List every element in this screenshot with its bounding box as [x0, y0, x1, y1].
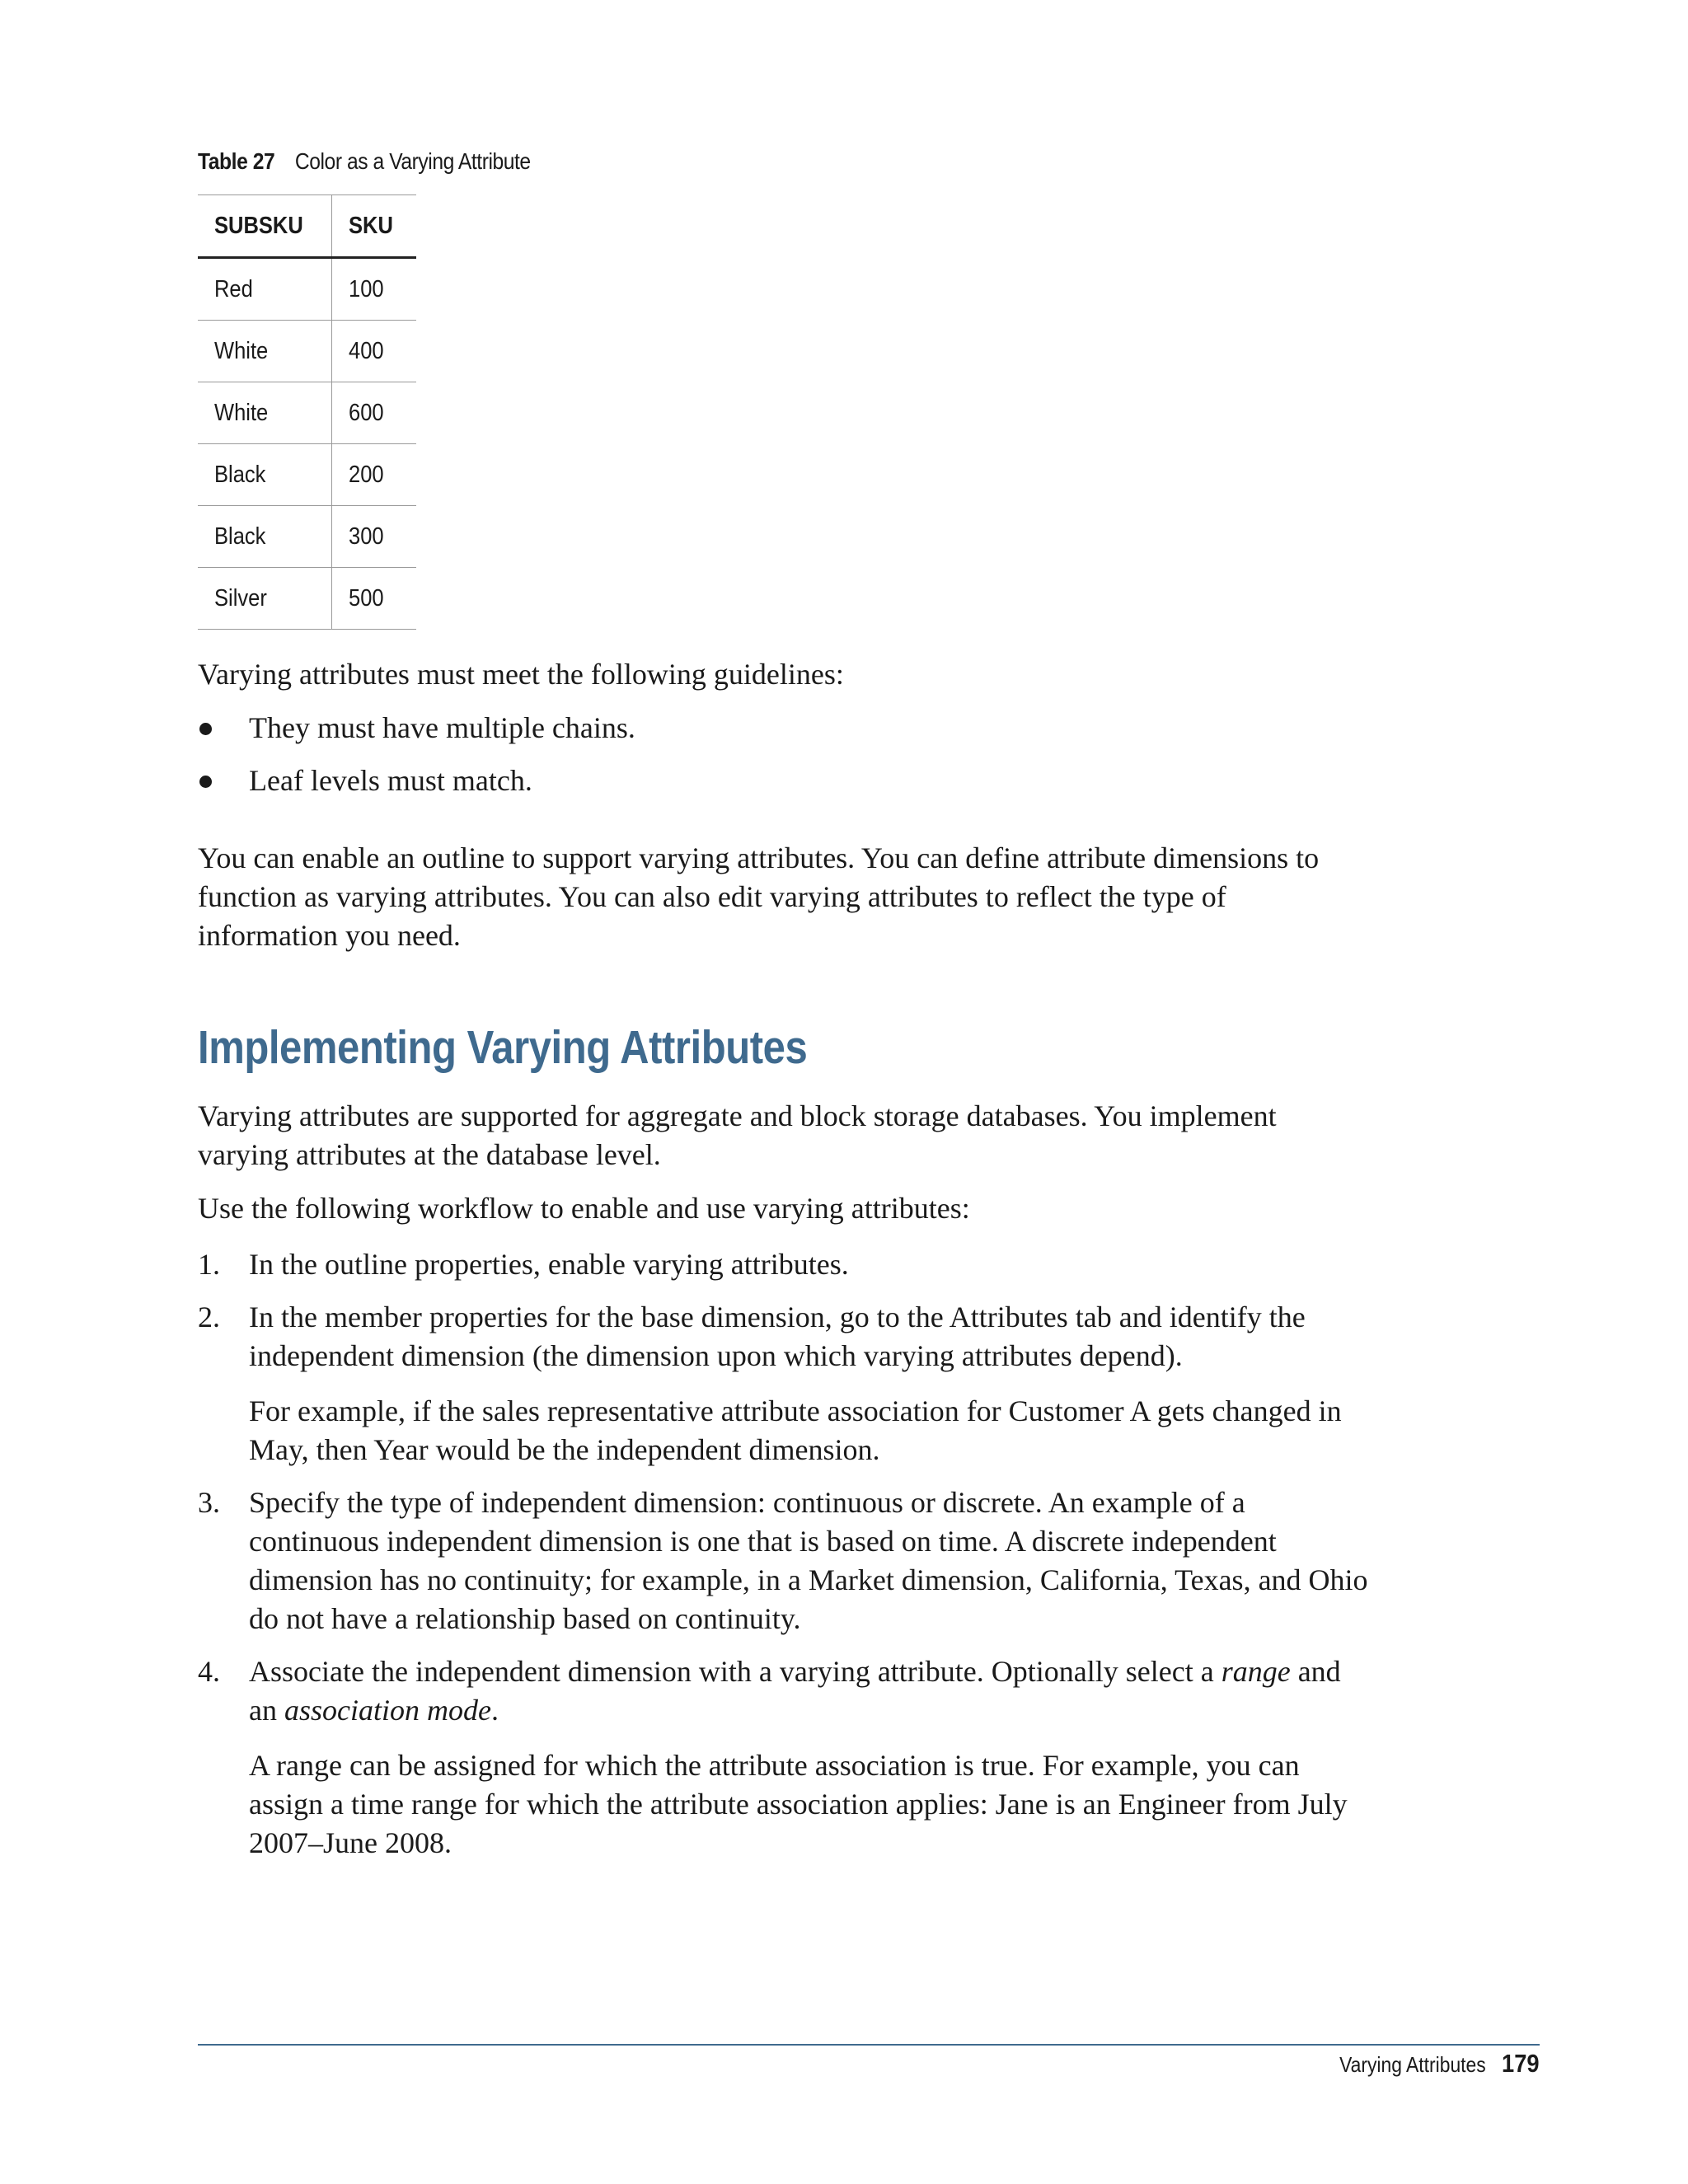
color-attribute-table: [198, 194, 416, 630]
table-caption-number: Table 27: [198, 148, 275, 174]
range-term: range: [1221, 1655, 1291, 1688]
workflow-intro: Use the following workflow to enable and use varying attributes:: [198, 1192, 970, 1225]
page-footer: [1339, 2049, 1540, 2079]
step-number: 4.: [198, 1655, 220, 1688]
table-row: [198, 258, 416, 321]
bullet-icon: [199, 776, 212, 788]
step-text: In the outline properties, enable varying attributes.: [249, 1248, 849, 1281]
column-header-subsku: SUBSKU: [198, 195, 332, 258]
table-caption: [198, 148, 531, 175]
table-cell-subsku: Black: [198, 506, 332, 568]
page-number: 179: [1502, 2049, 1540, 2078]
table-row: [198, 506, 416, 568]
table-cell-subsku: White: [198, 382, 332, 444]
table-row: [198, 321, 416, 382]
table-caption-title: Color as a Varying Attribute: [294, 148, 531, 174]
footer-section-title: Varying Attributes: [1339, 2052, 1487, 2077]
step-text: Specify the type of independent dimension: continuous or discrete. An example of a continuous independent dimension is one that is based on time. A discrete independent dimension has no continuity; for example, in a Market dimension, California, Texas, and Ohio do not have a relationship based on continuity.: [249, 1486, 1368, 1635]
table-row: [198, 444, 416, 506]
table-row: [198, 568, 416, 630]
table-cell-sku: 300: [332, 506, 416, 568]
table-cell-sku: 500: [332, 568, 416, 630]
table-row: [198, 382, 416, 444]
table-cell-sku: 200: [332, 444, 416, 506]
step-text: In the member properties for the base dimension, go to the Attributes tab and identify the independent dimension (the dimension upon which varying attributes depend).: [249, 1301, 1306, 1372]
footer-rule: [198, 2044, 1540, 2046]
support-paragraph: Varying attributes are supported for aggregate and block storage databases. You implement varying attributes at the database level.: [198, 1099, 1277, 1171]
section-heading: Implementing Varying Attributes: [198, 1021, 808, 1074]
guideline-text: Leaf levels must match.: [249, 764, 532, 797]
step-text: Associate the independent dimension with a varying attribute. Optionally select a range and an association mode.: [249, 1655, 1341, 1727]
table-header-row: [198, 195, 416, 258]
step-number: 3.: [198, 1486, 220, 1519]
guideline-text: They must have multiple chains.: [249, 711, 635, 744]
step4-example: A range can be assigned for which the attribute association is true. For example, you can assign a time range for which the attribute association applies: Jane is an Engineer from July 2007–June 2008.: [249, 1749, 1348, 1859]
outline-paragraph: You can enable an outline to support varying attributes. You can define attribute dimensions to function as varying attributes. You can also edit varying attributes to reflect the type of information you need.: [198, 841, 1320, 952]
table-cell-subsku: Red: [198, 258, 332, 321]
table-cell-sku: 400: [332, 321, 416, 382]
guidelines-intro: Varying attributes must meet the following guidelines:: [198, 658, 844, 691]
table-cell-subsku: White: [198, 321, 332, 382]
step2-example: For example, if the sales representative attribute association for Customer A gets changed in May, then Year would be the independent dimension.: [249, 1394, 1342, 1466]
table-cell-sku: 100: [332, 258, 416, 321]
association-mode-term: association mode: [284, 1694, 491, 1727]
table-cell-subsku: Black: [198, 444, 332, 506]
bullet-icon: [199, 723, 212, 735]
column-header-sku: SKU: [332, 195, 416, 258]
table-cell-sku: 600: [332, 382, 416, 444]
step-number: 2.: [198, 1301, 220, 1333]
step-number: 1.: [198, 1248, 220, 1281]
table-cell-subsku: Silver: [198, 568, 332, 630]
